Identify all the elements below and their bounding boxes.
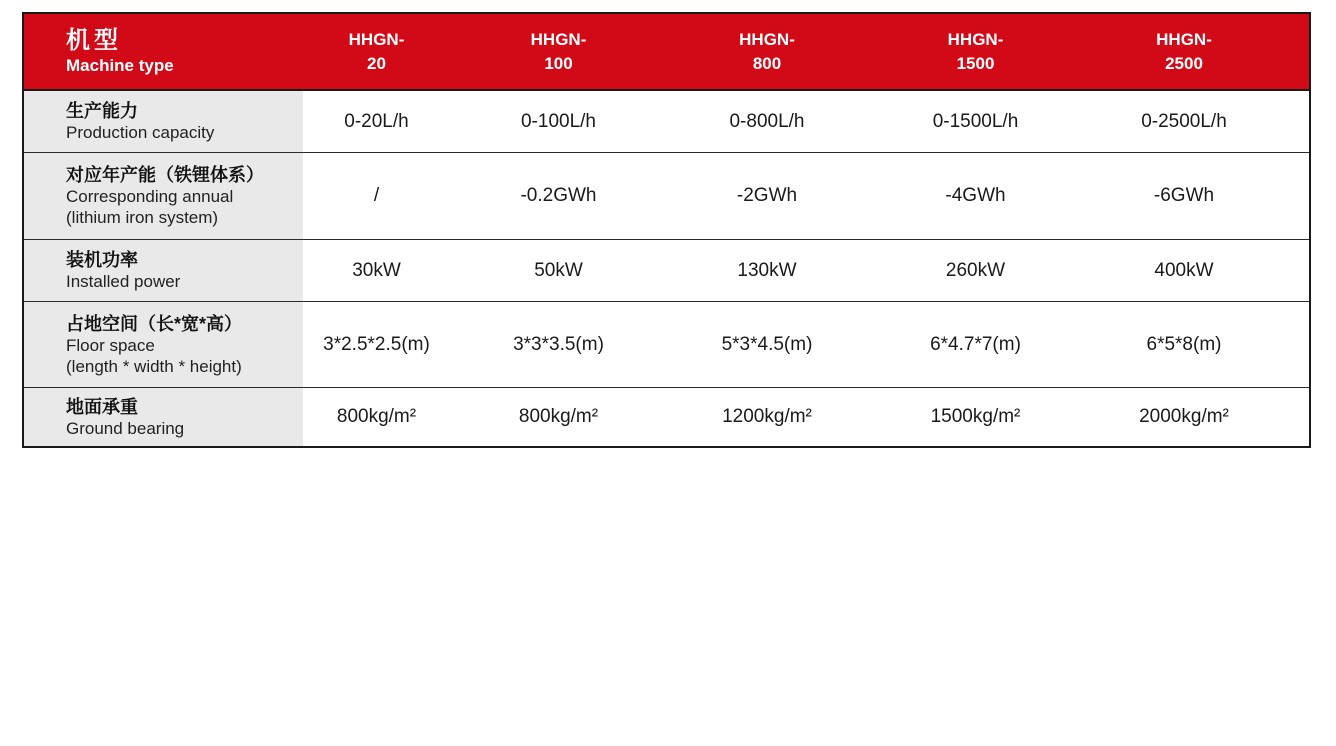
- table-cell: 0-20L/h: [344, 110, 409, 132]
- table-cell: /: [373, 185, 380, 206]
- row-label-en: Production capacity: [66, 123, 215, 142]
- header-label-zh: 机型: [66, 26, 122, 54]
- row-label-zh: 对应年产能（铁锂体系）: [66, 165, 264, 185]
- table-cell: 3*3*3.5(m): [513, 333, 604, 355]
- table-cell: 50kW: [534, 259, 583, 281]
- row-label-zh: 占地空间（长*宽*高）: [66, 313, 243, 334]
- spec-table: [22, 12, 1311, 448]
- table-cell: -2GWh: [736, 185, 798, 206]
- table-row-ground-bearing: [24, 388, 1309, 446]
- table-cell: 2000kg/m²: [1139, 406, 1229, 427]
- model-name-prefix: HHGN-: [530, 29, 587, 49]
- table-cell: 5*3*4.5(m): [721, 333, 813, 355]
- table-cell: 3*2.5*2.5(m): [323, 333, 430, 355]
- row-label-en: Floor space: [66, 335, 155, 355]
- table-header-row: [24, 14, 1309, 91]
- model-header-hhgn-800: [667, 14, 867, 89]
- row-label-cell: [24, 240, 303, 301]
- header-label-en: Machine type: [66, 55, 174, 75]
- row-label-en: Corresponding annual: [66, 187, 234, 206]
- model-name-prefix: HHGN-: [1156, 29, 1212, 49]
- model-name-number: 20: [367, 53, 386, 73]
- table-cell: 130kW: [737, 259, 797, 281]
- table-cell: -0.2GWh: [520, 185, 597, 206]
- row-label-zh: 装机功率: [66, 250, 138, 270]
- model-name-number: 100: [544, 53, 573, 73]
- row-label-zh: 生产能力: [66, 101, 138, 121]
- table-cell: 400kW: [1154, 259, 1214, 281]
- table-cell: 0-800L/h: [729, 110, 805, 132]
- model-name-number: 2500: [1165, 53, 1203, 73]
- header-label-cell: [24, 14, 303, 89]
- model-name-prefix: HHGN-: [947, 29, 1004, 49]
- table-cell: -4GWh: [945, 185, 1006, 206]
- model-name-prefix: HHGN-: [739, 29, 795, 49]
- table-cell: 0-100L/h: [520, 110, 596, 132]
- table-cell: 30kW: [352, 259, 401, 281]
- row-label-cell: [24, 388, 303, 446]
- table-cell: 6*5*8(m): [1146, 333, 1222, 355]
- row-label-en-line2: (lithium iron system): [66, 208, 219, 227]
- table-cell: 6*4.7*7(m): [930, 333, 1021, 355]
- model-header-hhgn-100: [450, 14, 667, 89]
- table-row-floor-space: [24, 302, 1309, 388]
- table-cell: 260kW: [945, 259, 1006, 281]
- table-cell: 800kg/m²: [518, 406, 599, 427]
- row-label-en: Ground bearing: [66, 418, 185, 438]
- row-label-cell: [24, 153, 303, 239]
- table-cell: 800kg/m²: [336, 406, 417, 427]
- table-row-installed-power: [24, 240, 1309, 302]
- table-cell: 0-2500L/h: [1141, 110, 1227, 132]
- table-cell: 0-1500L/h: [932, 110, 1019, 132]
- model-header-hhgn-20: [303, 14, 450, 89]
- model-name-number: 800: [752, 53, 782, 73]
- model-name-number: 1500: [956, 53, 995, 73]
- table-row-annual-capacity: [24, 153, 1309, 240]
- row-label-en: Installed power: [66, 272, 181, 291]
- row-label-en-line2: (length * width * height): [66, 356, 242, 376]
- model-header-hhgn-1500: [867, 14, 1084, 89]
- table-cell: -6GWh: [1153, 185, 1215, 206]
- model-header-hhgn-2500: [1084, 14, 1284, 89]
- table-row-production-capacity: [24, 91, 1309, 153]
- row-label-zh: 地面承重: [66, 396, 138, 417]
- model-name-prefix: HHGN-: [348, 29, 405, 49]
- row-label-cell: [24, 91, 303, 152]
- table-cell: 1500kg/m²: [930, 406, 1021, 427]
- row-label-cell: [24, 302, 303, 387]
- table-cell: 1200kg/m²: [722, 406, 812, 427]
